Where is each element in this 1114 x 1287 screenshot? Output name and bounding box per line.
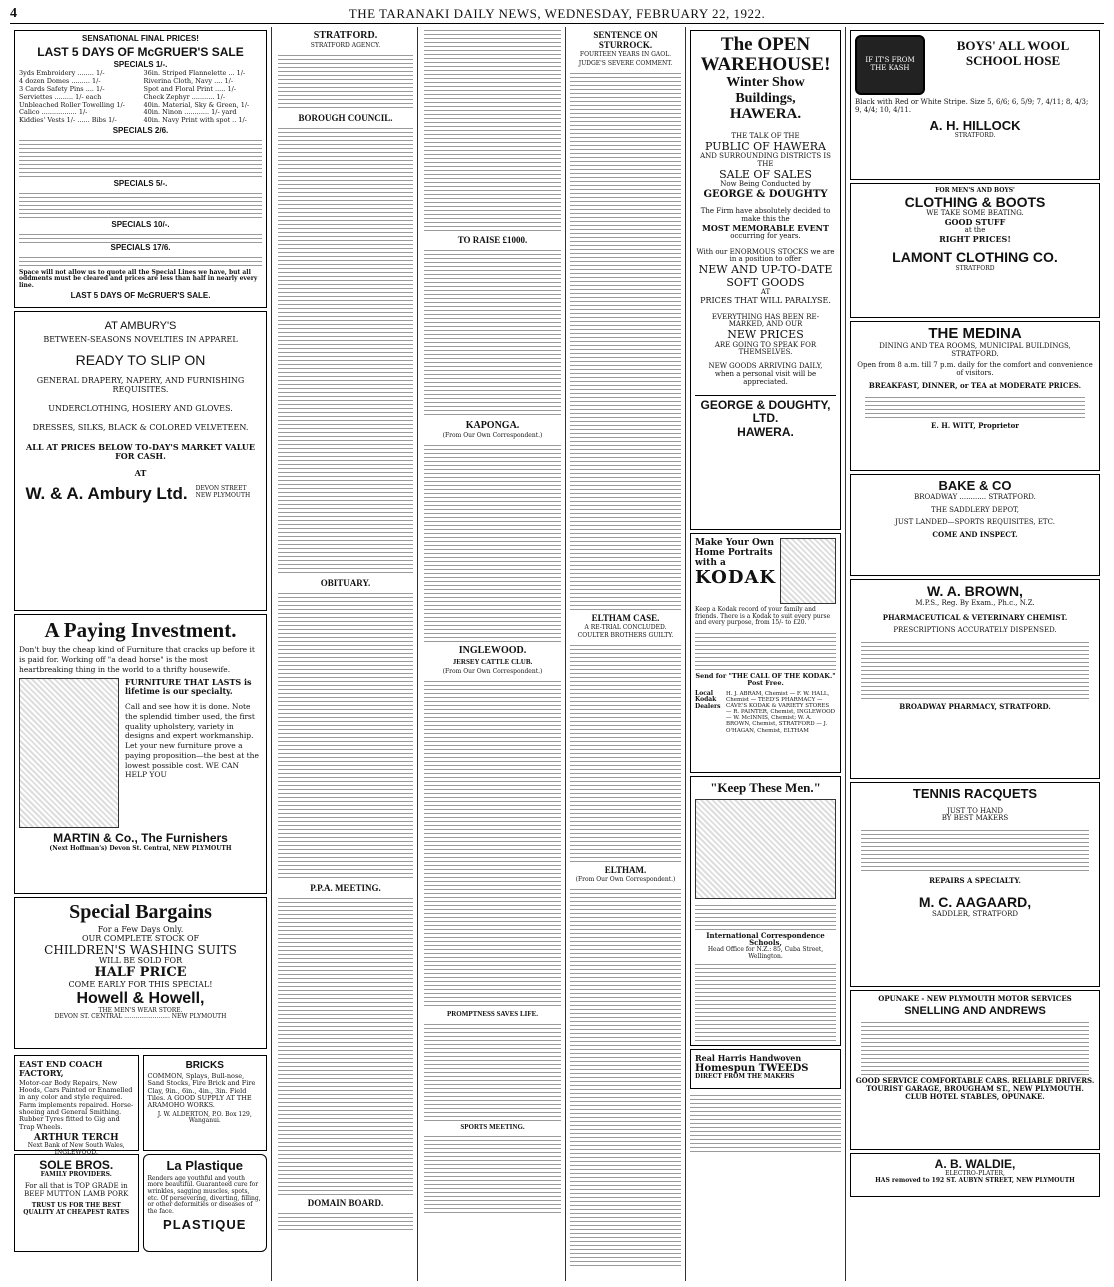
ics-ad: [690, 776, 841, 1046]
waldie-name: A. B. WALDIE,: [934, 1157, 1016, 1171]
sole-body: For all that is TOP GRADE in BEEF MUTTON LAMB PORK: [24, 1182, 129, 1198]
bake-addr: BROADWAY ............ STRATFORD.: [914, 492, 1036, 501]
clothing-name: LAMONT CLOTHING CO.: [892, 248, 1058, 265]
masthead: [10, 6, 1104, 24]
column-6: [846, 27, 1104, 1281]
kash-logo: IF IT'S FROM THE KASH: [855, 35, 925, 95]
ambury-ad: [14, 311, 267, 611]
warehouse-footer1: GEORGE & DOUGHTY, LTD.: [700, 397, 831, 426]
bricks-ad: [143, 1055, 268, 1151]
tennis-name: M. C. AAGAARD,: [918, 894, 1032, 911]
jersey-text: [424, 678, 561, 1008]
clothing-l4: RIGHT PRICES!: [939, 234, 1011, 244]
bricks-title: BRICKS: [185, 1060, 224, 1071]
warehouse-l3: AND SURROUNDING DISTRICTS IS THE: [700, 152, 831, 168]
sentence-text: [570, 70, 681, 610]
waldie-ad: [850, 1153, 1100, 1197]
warehouse-title: The OPEN WAREHOUSE!: [700, 34, 831, 75]
clothing-ad: [850, 183, 1100, 318]
howell-address: DEVON ST. CENTRAL ........................ NEW PLYMOUTH: [54, 1013, 227, 1021]
snelling-l1: GOOD SERVICE COMFORTABLE CARS. RELIABLE DRIVERS.: [855, 1076, 1095, 1086]
bricks-body: COMMON, Splays, Bull-nose, Sand Stocks, Fire Brick and Fire Clay, 9in., 6in., 4in., 3in. Field Tiles. A GOOD SUPPLY AT THE ARAMOHO WORKS.: [147, 1072, 256, 1110]
specials-2-list: [19, 137, 262, 179]
special-item: 3 Cards Safety Pins .... 1/-: [19, 84, 105, 93]
men-illustration: [695, 799, 836, 899]
kash-name: A. H. HILLOCK: [929, 117, 1021, 133]
special-item: 4 dozen Domes ......... 1/-: [19, 77, 101, 86]
warehouse-l2: PUBLIC OF HAWERA: [705, 139, 826, 153]
howell-title: Special Bargains: [69, 901, 212, 923]
col5-bottom-text: [690, 1092, 841, 1152]
tennis-ad: [850, 782, 1100, 987]
plastique-title: La Plastique: [166, 1158, 244, 1173]
martin-intro: Don't buy the cheap kind of Furniture that cracks up before it is paid for. Working off "a dead horse" is the most heartbreaking thing in the world to a thrifty housewife.: [19, 645, 255, 674]
east-end-body: Motor-car Body Repairs, New Hoods, Cars Painted or Enamelled in any color and style required. Farm implements repaired. Horse-shoeing and General Smithing. Rubber Tyres fitted to Gig and Trap Wheels.: [19, 1078, 134, 1131]
kodak-brand: KODAK: [695, 567, 777, 589]
special-item: Calico ................. 1/-: [19, 108, 88, 117]
specials-1-list: [19, 70, 262, 125]
special-item: Unbleached Roller Towelling 1/-: [19, 100, 125, 109]
judge-sub: JUDGE'S SEVERE COMMENT.: [578, 59, 673, 67]
martin-sub: FURNITURE THAT LASTS is lifetime is our specialty.: [125, 677, 252, 697]
ambury-name: W. & A. Ambury Ltd.: [25, 483, 188, 503]
waldie-sub: ELECTRO-PLATER,: [945, 1170, 1005, 1178]
kash-place: STRATFORD.: [954, 132, 996, 140]
kodak-head2: Home Portraits: [695, 548, 773, 559]
bricks-contact: J. W. ALDERTON, P.O. Box 129, Wanganui.: [157, 1110, 252, 1125]
mcgruer-title: LAST 5 DAYS OF McGRUER'S SALE: [37, 44, 244, 59]
warehouse-l14: PRICES THAT WILL PARALYSE.: [700, 295, 831, 305]
special-item: Spot and Floral Print ..... 1/-: [143, 84, 236, 93]
kaponga-sub: (From Our Own Correspondent.): [442, 432, 543, 440]
warehouse-l9: occurring for years.: [730, 231, 801, 240]
furniture-illustration: [19, 678, 119, 828]
east-end-owner: ARTHUR TERCH: [33, 1132, 119, 1143]
howell-l4: WILL BE SOLD FOR: [98, 956, 183, 966]
special-item: 40in. Ninon ............ 1/- yard: [143, 108, 237, 117]
clothing-l3: at the: [964, 226, 986, 235]
page-number: 4: [10, 6, 18, 21]
bake-ad: [850, 474, 1100, 576]
medina-fineprint: [865, 394, 1085, 418]
kash-title: BOYS' ALL WOOL SCHOOL HOSE: [956, 38, 1070, 68]
special-item: Check Zephyr ........... 1/-: [143, 92, 226, 101]
martin-ad: [14, 614, 267, 894]
kodak-dealers: H. J. ABRAM, Chemist — F. W. HALL, Chemist — TEED'S PHARMACY — CAVE'S KODAK & VARIETY STORES — R. PAINTER, Chemist, INGLEWOOD — W. McINNIS, Chemist; W. A. BROWN, Chemist, STRATFORD — J. O'HAGAN, Chemist, ELTHAM: [726, 690, 835, 734]
clothing-l1: WE TAKE SOME BEATING.: [926, 209, 1024, 218]
warehouse-l15: EVERYTHING HAS BEEN RE-MARKED, AND OUR: [711, 312, 820, 329]
medina-title: THE MEDINA: [928, 325, 1022, 342]
mcgruer-footer: LAST 5 DAYS OF McGRUER'S SALE.: [70, 290, 211, 300]
stratford-text: [278, 52, 413, 110]
howell-l2: OUR COMPLETE STOCK OF: [81, 933, 200, 943]
coulter-sub: COULTER BROTHERS GUILTY.: [577, 632, 674, 640]
ambury-line8: AT: [134, 467, 147, 478]
mcgruer-note: Space will not allow us to quote all the Special Lines we have, but all oddments must be cleared and prices are less than half in nearly every line.: [19, 268, 258, 290]
ppa-text: [278, 895, 413, 1195]
eltham-case-heading: ELTHAM CASE.: [591, 612, 660, 623]
medina-l1: BREAKFAST, DINNER, or TEA at MODERATE PRICES.: [868, 381, 1082, 391]
kodak-local: Local Kodak Dealers: [695, 689, 721, 711]
warehouse-l12: SOFT GOODS: [726, 275, 805, 289]
masthead-title: THE TARANAKI DAILY NEWS, WEDNESDAY, FEBRUARY 22, 1922.: [348, 6, 766, 22]
snelling-name: SNELLING AND ANDREWS: [904, 1004, 1046, 1017]
retrial-sub: A RE-TRIAL CONCLUDED.: [584, 623, 667, 631]
warehouse-l11: NEW AND UP-TO-DATE: [698, 263, 833, 277]
tennis-fineprint: [861, 827, 1089, 873]
specials-5: SPECIALS 5/-.: [113, 178, 168, 188]
sentence-heading: SENTENCE ON STURROCK.: [593, 30, 658, 51]
ambury-line4: GENERAL DRAPERY, NAPERY, AND FURNISHING REQUISITES.: [36, 375, 245, 394]
snelling-fineprint: [861, 1019, 1089, 1075]
mcgruer-ad: [14, 30, 267, 308]
borough-heading: BOROUGH COUNCIL.: [298, 112, 393, 123]
brown-l3: BROADWAY PHARMACY, STRATFORD.: [899, 702, 1051, 712]
promptness-heading: PROMPTNESS SAVES LIFE.: [446, 1009, 539, 1018]
warehouse-l1: THE TALK OF THE: [731, 132, 800, 141]
ambury-line6: DRESSES, SILKS, BLACK & COLORED VELVETEEN.: [32, 422, 249, 432]
ics-addr: Head Office for N.Z.: 85, Cuba Street, Wellington.: [707, 946, 824, 960]
brown-ad: [850, 579, 1100, 779]
harris-sub: DIRECT FROM THE MAKERS: [695, 1073, 795, 1081]
sentence-sub: FOURTEEN YEARS IN GAOL.: [579, 51, 672, 59]
warehouse-l8: MOST MEMORABLE EVENT: [702, 222, 829, 233]
column-3: [420, 27, 566, 1281]
kodak-head1: Make Your Own: [695, 538, 775, 548]
tennis-title: TENNIS RACQUETS: [912, 786, 1038, 801]
column-5: [686, 27, 846, 1281]
warehouse-l6: GEORGE & DOUGHTY: [703, 188, 828, 200]
medina-body: Open from 8 a.m. till 7 p.m. daily for the comfort and convenience of visitors.: [857, 361, 1093, 378]
medina-ad: [850, 321, 1100, 471]
eltham-sub: (From Our Own Correspondent.): [575, 876, 676, 884]
special-item: Serviettes ......... 1/- each: [19, 92, 102, 101]
brown-l2: PRESCRIPTIONS ACCURATELY DISPENSED.: [893, 626, 1057, 635]
warehouse-l5: Now Being Conducted by: [720, 180, 811, 189]
to-raise-text: [424, 247, 561, 417]
ics-title: "Keep These Men.": [710, 780, 821, 795]
warehouse-l7: The Firm have absolutely decided to make this the: [700, 207, 831, 223]
ics-school: International Correspondence Schools,: [706, 930, 825, 948]
clothing-title: CLOTHING & BOOTS: [904, 193, 1046, 210]
special-item: 40in. Navy Print with spot .. 1/-: [143, 116, 247, 125]
kaponga-heading: KAPONGA.: [465, 420, 520, 432]
open-warehouse-ad: [690, 30, 841, 530]
stratford-sub: STRATFORD AGENCY.: [310, 42, 381, 50]
obituary-heading: OBITUARY.: [320, 577, 371, 588]
ambury-line2: BETWEEN-SEASONS NOVELTIES IN APPAREL: [43, 335, 238, 345]
domain-text: [278, 1210, 413, 1230]
sole-title: SOLE BROS.: [39, 1158, 114, 1172]
brown-l1: PHARMACEUTICAL & VETERINARY CHEMIST.: [882, 612, 1068, 622]
special-item: 3yds Embroidery ........ 1/-: [19, 69, 105, 78]
kodak-head3: with a: [695, 558, 726, 569]
kash-body: Black with Red or White Stripe. Size 5, 6/6; 6, 5/9; 7, 4/11; 8, 4/3; 9, 4/4; 10, 4/11.: [855, 98, 1089, 114]
promptness-text: [424, 1021, 561, 1121]
specials-10: SPECIALS 10/-.: [111, 219, 170, 229]
brown-fineprint: [861, 639, 1089, 699]
harris-ad: [690, 1049, 841, 1089]
obituary-text: [278, 590, 413, 880]
warehouse-l19: when a personal visit will be appreciated.: [714, 370, 817, 386]
warehouse-l17: ARE GOING TO SPEAK FOR THEMSELVES.: [714, 340, 817, 357]
specials-1: SPECIALS 1/-.: [113, 60, 168, 70]
col3-text-top: [424, 27, 561, 232]
kodak-body: Keep a Kodak record of your family and friends. There is a Kodak to suit every purse and every purpose, from 15/- to £20.: [695, 606, 831, 627]
warehouse-footer2: HAWERA.: [737, 424, 794, 439]
tennis-l2: BY BEST MAKERS: [941, 814, 1009, 823]
east-end-title: EAST END COACH FACTORY,: [19, 1059, 103, 1078]
ics-fineprint: [695, 902, 836, 932]
bake-title: BAKE & CO: [938, 478, 1012, 493]
camera-illustration: [780, 538, 836, 604]
specials-1-right: [144, 70, 263, 125]
small-ads-row: [14, 1052, 267, 1255]
warehouse-place: HAWERA.: [729, 106, 802, 123]
jersey-heading: JERSEY CATTLE CLUB.: [452, 658, 533, 667]
plastique-body: Renders age youthful and youth more beautiful. Guaranteed cure for wrinkles, sagging muscles, spots, etc. Of persevering, diverting, filling, or other deformities or diseases of the face.: [147, 1174, 261, 1216]
martin-name: MARTIN & Co., The Furnishers: [53, 831, 228, 846]
domain-heading: DOMAIN BOARD.: [307, 1198, 384, 1209]
ambury-address: DEVON STREET NEW PLYMOUTH: [195, 485, 251, 500]
snelling-l3: CLUB HOTEL STABLES, OPUNAKE.: [905, 1091, 1045, 1101]
howell-ad: [14, 897, 267, 1049]
jersey-sub: (From Our Own Correspondent.): [442, 668, 543, 675]
plastique-ad: [143, 1154, 268, 1252]
clothing-l2: GOOD STUFF: [944, 217, 1006, 228]
snelling-ad: [850, 990, 1100, 1150]
column-4: [566, 27, 686, 1281]
special-item: 40in. Material, Sky & Green, 1/-: [143, 100, 250, 109]
tennis-l1: JUST TO HAND: [947, 806, 1003, 815]
kaponga-text: [424, 442, 561, 642]
martin-body: Call and see how it is done. Note the splendid timber used, the first quality upholstery, variety in designs and expert workmanship. Let your new furniture prove a paying proposition—the best at the lowest possible cost. WE CAN HELP YOU: [125, 702, 259, 780]
warehouse-l10: With our ENORMOUS STOCKS we are in a position to offer: [696, 247, 835, 264]
waldie-addr: HAS removed to 192 ST. AUBYN STREET, NEW PLYMOUTH: [875, 1177, 1075, 1185]
brown-sub: M.P.S., Reg. By Exam., Ph.c., N.Z.: [915, 598, 1035, 607]
warehouse-l18: NEW GOODS ARRIVING DAILY,: [708, 362, 823, 371]
kodak-send: Send for "THE CALL OF THE KODAK." Post Free.: [695, 672, 836, 688]
east-end-address: Next Bank of New South Wales, INGLEWOOD.: [27, 1141, 125, 1156]
special-item: Kiddies' Vests 1/- ...... Bibs 1/-: [19, 116, 117, 125]
specials-1-left: [19, 70, 138, 125]
warehouse-sub: Winter Show Buildings,: [726, 74, 805, 106]
warehouse-l16: NEW PRICES: [727, 328, 804, 342]
howell-name: Howell & Howell,: [76, 989, 205, 1007]
sports-text: [424, 1133, 561, 1213]
ambury-line3: READY TO SLIP ON: [75, 352, 206, 369]
special-item: Riverina Cloth, Navy .... 1/-: [143, 77, 234, 86]
martin-title: A Paying Investment.: [44, 618, 237, 642]
ics-coupon: [695, 961, 836, 1041]
medina-sub: DINING AND TEA ROOMS, MUNICIPAL BUILDINGS, STRATFORD.: [879, 341, 1071, 358]
mcgruer-kicker: SENSATIONAL FINAL PRICES!: [82, 34, 199, 43]
to-raise-heading: TO RAISE £1000.: [457, 235, 528, 245]
howell-l1: For a Few Days Only.: [97, 925, 184, 934]
tennis-sub: SADDLER, STRATFORD: [931, 909, 1019, 918]
bake-l2: JUST LANDED—SPORTS REQUISITES, ETC.: [895, 518, 1055, 527]
kodak-fineprint: [695, 630, 836, 670]
ppa-heading: P.P.A. MEETING.: [310, 883, 381, 894]
howell-l3: CHILDREN'S WASHING SUITS: [44, 942, 237, 957]
bake-l3: COME AND INSPECT.: [932, 530, 1018, 540]
harris-product: Homespun TWEEDS: [695, 1062, 809, 1074]
eltham-text: [570, 886, 681, 1266]
tennis-l3: REPAIRS A SPECIALTY.: [929, 876, 1021, 886]
clothing-place: STRATFORD: [955, 264, 995, 272]
stratford-heading: STRATFORD.: [313, 30, 378, 41]
clothing-kicker: FOR MEN'S AND BOYS': [935, 187, 1015, 194]
medina-owner: E. H. WITT, Proprietor: [930, 420, 1019, 430]
snelling-title: OPUNAKE - NEW PLYMOUTH MOTOR SERVICES: [878, 994, 1072, 1003]
kash-ad: [850, 30, 1100, 180]
plastique-footer: PLASTIQUE: [163, 1216, 247, 1232]
specials-10-list: [19, 231, 262, 243]
column-1: [10, 27, 272, 1281]
howell-l6: COME EARLY FOR THIS SPECIAL!: [68, 979, 213, 989]
bake-l1: THE SADDLERY DEPOT,: [931, 506, 1019, 515]
east-end-ad: [14, 1055, 139, 1156]
sole-ad: [14, 1154, 139, 1252]
ambury-line7: ALL AT PRICES BELOW TO-DAY'S MARKET VALUE FOR CASH.: [26, 441, 255, 461]
sports-heading: SPORTS MEETING.: [460, 1122, 525, 1131]
kodak-ad: [690, 533, 841, 773]
martin-address: (Next Hoffman's) Devon St. Central, NEW PLYMOUTH: [49, 844, 232, 852]
special-item: 36in. Striped Flannelette ... 1/-: [143, 69, 246, 78]
brown-title: W. A. BROWN,: [927, 583, 1023, 599]
inglewood-heading: INGLEWOOD.: [458, 644, 527, 656]
ambury-line5: UNDERCLOTHING, HOSIERY AND GLOVES.: [48, 403, 233, 413]
ambury-line1: AT AMBURY'S: [104, 320, 177, 332]
eltham-case-text: [570, 642, 681, 862]
howell-sub: THE MEN'S WEAR STORE.: [98, 1006, 183, 1014]
specials-5-list: [19, 190, 262, 220]
warehouse-l4: SALE OF SALES: [719, 167, 812, 181]
eltham-heading: ELTHAM.: [604, 865, 647, 876]
harris-brand: Real Harris Handwoven: [695, 1053, 802, 1063]
column-2: [274, 27, 418, 1281]
howell-l5: HALF PRICE: [94, 965, 187, 981]
specials-17: SPECIALS 17/6.: [110, 242, 171, 252]
sole-footer: TRUST US FOR THE BEST QUALITY AT CHEAPEST RATES: [23, 1201, 130, 1216]
specials-17-list: [19, 254, 262, 268]
borough-text: [278, 125, 413, 575]
snelling-l2: TOURIST GARAGE, BROUGHAM ST., NEW PLYMOUTH.: [866, 1083, 1084, 1093]
warehouse-l13: AT: [760, 287, 771, 296]
sole-sub: FAMILY PROVIDERS.: [40, 1171, 112, 1179]
specials-2: SPECIALS 2/6.: [112, 125, 169, 135]
